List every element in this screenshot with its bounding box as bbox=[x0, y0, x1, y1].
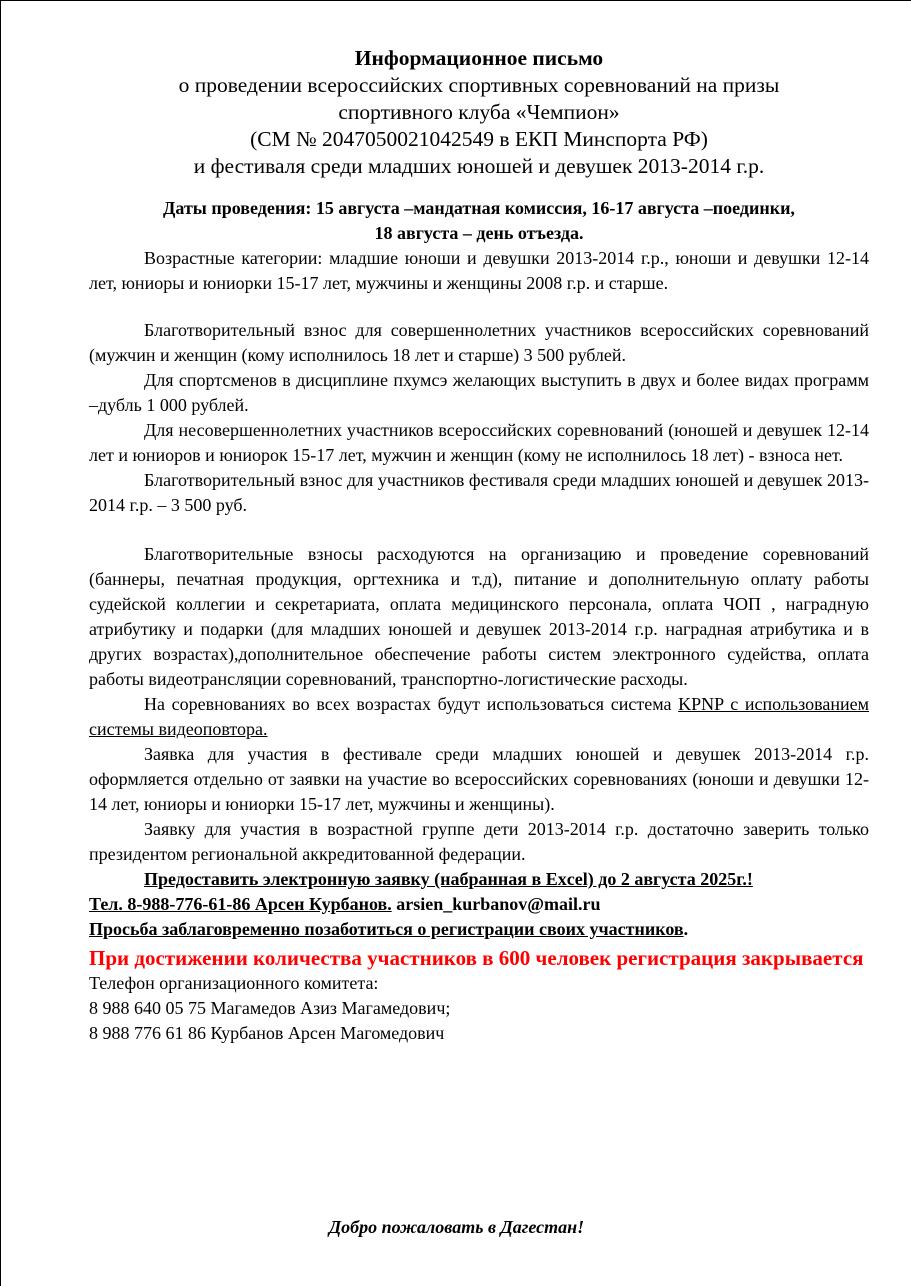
letter-subtitle-line-2: спортивного клуба «Чемпион» bbox=[338, 100, 620, 124]
contact-email[interactable]: arsien_kurbanov@mail.ru bbox=[391, 894, 601, 914]
kpnp-text: На соревнованиях во всех возрастах будут использоваться система bbox=[144, 694, 679, 714]
fees-usage-paragraph: Благотворительные взносы расходуются на организацию и проведение соревнований (баннеры, печатная продукция, оргтехника и т.д), питание и дополнительную оплату работы судейской коллегии и секретариата, оплата медицинского персонала, оплата ЧОП , наградную атрибутику и подарки (для младших юношей и девушек 2013-2014 г.р. наградная атрибутика и в других возрастах),дополнительное обеспечение работы систем электронного судейства, оплата работы видеотрансляции соревнований, транспортно-логистические расходы. bbox=[89, 544, 869, 689]
application-separate-paragraph: Заявка для участия в фестивале среди младших юношей и девушек 2013-2014 г.р. оформляется отдельно от заявки на участие во всероссийских соревнованиях (юноши и девушки 12-14 лет, юниоры и юниорки 15-17 лет, мужчины и женщины). bbox=[89, 744, 869, 814]
letter-title: Информационное письмо bbox=[354, 46, 604, 70]
adult-fee-paragraph: Благотворительный взнос для совершеннолетних участников всероссийских соревнований (мужчин и женщин (кому исполнилось 18 лет и старше) 3 500 рублей. bbox=[89, 320, 869, 365]
register-note-end: . bbox=[683, 919, 689, 939]
deadline-text: Предоставить электронную заявку (набранная в Excel) до 2 августа 2025г.! bbox=[144, 869, 753, 889]
minor-fee-paragraph: Для несовершеннолетних участников всероссийских соревнований (юношей и девушек 12-14 лет и юниоров и юниорок 15-17 лет, мужчин и женщин (кому не исполнилось 18 лет) - взноса нет. bbox=[89, 420, 869, 465]
event-dates-line-2: 18 августа – день отъезда. bbox=[374, 223, 584, 243]
limit-warning: При достижении количества участников в 600 человек регистрация закрывается bbox=[89, 946, 864, 970]
kpnp-underlined-text: KPNP с использованием системы видеоповтора. bbox=[89, 694, 869, 739]
deadline-paragraph bbox=[89, 867, 869, 892]
contact-phone: Тел. 8-988-776-61-86 Арсен Курбанов. bbox=[89, 894, 392, 914]
contact-line bbox=[89, 892, 869, 917]
committee-phone-1: 8 988 640 05 75 Магамедов Азиз Магамедович; bbox=[89, 998, 451, 1018]
welcome-message: Добро пожаловать в Дагестан! bbox=[328, 1217, 585, 1237]
letter-header bbox=[89, 45, 869, 180]
committee-label: Телефон организационного комитета: bbox=[89, 973, 379, 993]
application-certify-paragraph: Заявку для участия в возрастной группе дети 2013-2014 г.р. достаточно заверить только президентом региональной аккредитованной федерации. bbox=[89, 819, 869, 864]
age-categories-paragraph: Возрастные категории: младшие юноши и девушки 2013-2014 г.р., юноши и девушки 12-14 лет, юниоры и юниорки 15-17 лет, мужчины и женщины 2008 г.р. и старше. bbox=[89, 248, 869, 293]
event-dates bbox=[89, 196, 869, 246]
kpnp-paragraph bbox=[89, 692, 869, 742]
festival-fee-paragraph: Благотворительный взнос для участников фестиваля среди младших юношей и девушек 2013-2014 г.р. – 3 500 руб. bbox=[89, 470, 869, 515]
letter-subtitle-line-1: о проведении всероссийских спортивных соревнований на призы bbox=[178, 73, 780, 97]
double-fee-paragraph: Для спортсменов в дисциплине пхумсэ желающих выступить в двух и более видах программ –дубль 1 000 рублей. bbox=[89, 370, 869, 415]
letter-subtitle-line-3: (СМ № 2047050021042549 в ЕКП Минспорта РФ) bbox=[250, 127, 708, 151]
letter-content bbox=[89, 45, 869, 1046]
letter-subtitle-line-4: и фестиваля среди младших юношей и девушек 2013-2014 г.р. bbox=[193, 154, 765, 178]
register-note: Просьба заблаговременно позаботиться о регистрации своих участников bbox=[89, 919, 684, 939]
committee-phone-2: 8 988 776 61 86 Курбанов Арсен Магомедович bbox=[89, 1023, 445, 1043]
event-dates-line-1: Даты проведения: 15 августа –мандатная комиссия, 16-17 августа –поединки, bbox=[163, 198, 795, 218]
register-note-line bbox=[89, 917, 869, 942]
